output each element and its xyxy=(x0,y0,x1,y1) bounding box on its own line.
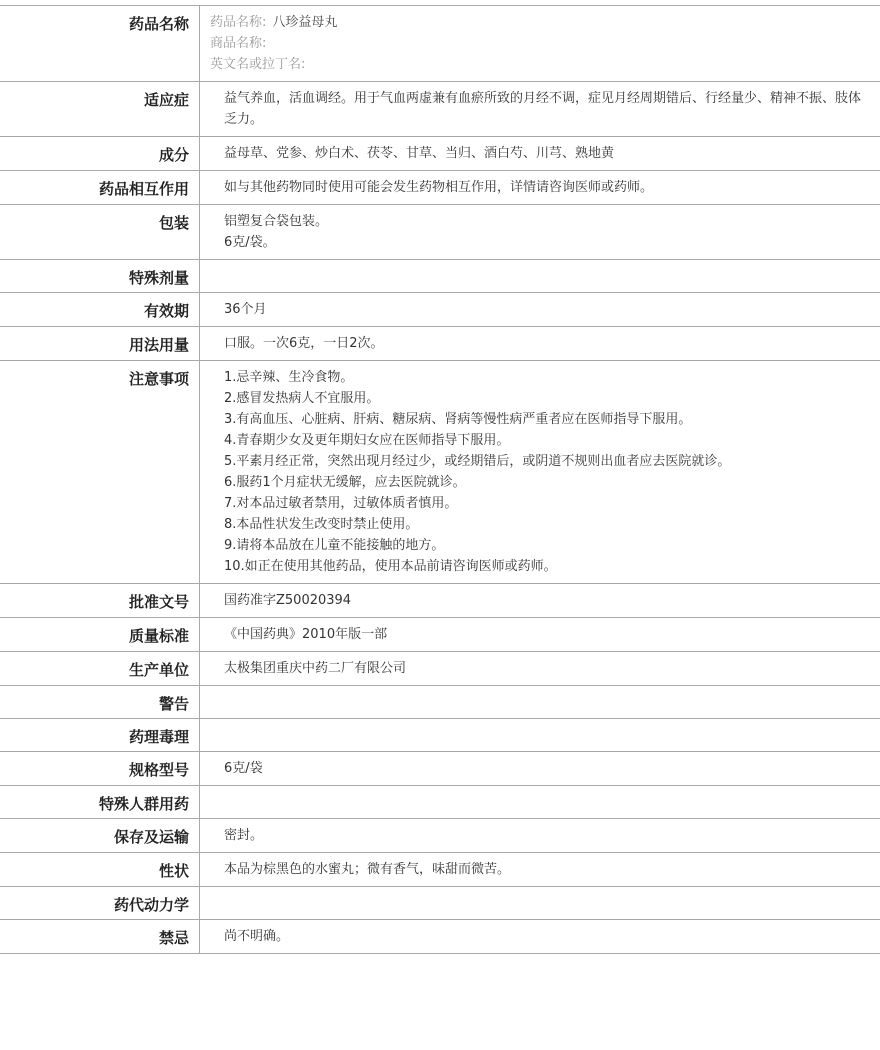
row-specification xyxy=(0,752,880,786)
value-indications: 益气养血，活血调经。用于气血两虚兼有血瘀所致的月经不调，症见月经周期错后、行经量少、精神不振、肢体乏力。 xyxy=(224,91,862,127)
label-interactions: 药品相互作用 xyxy=(0,171,200,205)
precaution-item: 7.对本品过敏者禁用，过敏体质者慎用。 xyxy=(224,496,458,511)
precaution-item: 5.平素月经正常，突然出现月经过少，或经期错后，或阴道不规则出血者应去医院就诊。 xyxy=(224,454,731,469)
drug-name-line xyxy=(210,12,870,33)
value-pharmacokinetics xyxy=(200,887,880,920)
row-quality-standard xyxy=(0,618,880,652)
value-contraindications: 尚不明确。 xyxy=(224,929,290,944)
precaution-item: 8.本品性状发生改变时禁止使用。 xyxy=(224,517,419,532)
value-special-dosage xyxy=(200,260,880,293)
label-pharmacology: 药理毒理 xyxy=(0,719,200,752)
value-drug-name xyxy=(200,6,880,82)
label-quality-standard: 质量标准 xyxy=(0,618,200,652)
label-storage: 保存及运输 xyxy=(0,819,200,853)
english-name-key: 英文名或拉丁名: xyxy=(210,57,306,72)
row-usage xyxy=(0,327,880,361)
label-packaging: 包装 xyxy=(0,205,200,260)
row-contraindications xyxy=(0,920,880,954)
label-special-dosage: 特殊剂量 xyxy=(0,260,200,293)
label-warning: 警告 xyxy=(0,686,200,719)
value-precautions xyxy=(200,361,880,584)
value-pharmacology xyxy=(200,719,880,752)
value-storage: 密封。 xyxy=(224,828,264,843)
precaution-item: 4.青春期少女及更年期妇女应在医师指导下服用。 xyxy=(224,433,510,448)
precaution-item: 1.忌辛辣、生冷食物。 xyxy=(224,370,354,385)
value-specification: 6克/袋 xyxy=(224,761,263,776)
label-special-population: 特殊人群用药 xyxy=(0,786,200,819)
precaution-item: 2.感冒发热病人不宜服用。 xyxy=(224,391,380,406)
row-special-population xyxy=(0,786,880,819)
label-specification: 规格型号 xyxy=(0,752,200,786)
row-description xyxy=(0,853,880,887)
label-indications: 适应症 xyxy=(0,82,200,137)
row-precautions xyxy=(0,361,880,584)
packaging-line: 6克/袋。 xyxy=(224,235,276,250)
drug-name-key: 药品名称: xyxy=(210,15,267,30)
label-ingredients: 成分 xyxy=(0,137,200,171)
value-description: 本品为棕黑色的水蜜丸；微有香气，味甜而微苦。 xyxy=(224,862,511,877)
value-approval-number: 国药准字Z50020394 xyxy=(224,593,352,608)
value-quality-standard: 《中国药典》2010年版一部 xyxy=(224,627,388,642)
value-ingredients: 益母草、党参、炒白术、茯苓、甘草、当归、酒白芍、川芎、熟地黄 xyxy=(224,146,615,161)
precaution-item: 6.服药1个月症状无缓解，应去医院就诊。 xyxy=(224,475,466,490)
row-pharmacokinetics xyxy=(0,887,880,920)
trade-name-key: 商品名称: xyxy=(210,36,267,51)
label-manufacturer: 生产单位 xyxy=(0,652,200,686)
row-approval-number xyxy=(0,584,880,618)
row-indications xyxy=(0,82,880,137)
value-shelf-life: 36个月 xyxy=(224,302,267,317)
row-storage xyxy=(0,819,880,853)
precaution-item: 3.有高血压、心脏病、肝病、糖尿病、肾病等慢性病严重者应在医师指导下服用。 xyxy=(224,412,692,427)
value-packaging xyxy=(200,205,880,260)
precaution-item: 10.如正在使用其他药品，使用本品前请咨询医师或药师。 xyxy=(224,559,557,574)
row-drug-name xyxy=(0,6,880,82)
drug-name-value: 八珍益母丸 xyxy=(272,15,338,30)
label-contraindications: 禁忌 xyxy=(0,920,200,954)
row-packaging xyxy=(0,205,880,260)
row-special-dosage xyxy=(0,260,880,293)
value-special-population xyxy=(200,786,880,819)
label-description: 性状 xyxy=(0,853,200,887)
value-usage: 口服。一次6克，一日2次。 xyxy=(224,336,384,351)
label-precautions: 注意事项 xyxy=(0,361,200,584)
packaging-line: 铝塑复合袋包装。 xyxy=(224,214,329,229)
label-pharmacokinetics: 药代动力学 xyxy=(0,887,200,920)
row-warning xyxy=(0,686,880,719)
label-approval-number: 批准文号 xyxy=(0,584,200,618)
drug-spec-table xyxy=(0,5,880,954)
row-manufacturer xyxy=(0,652,880,686)
value-interactions: 如与其他药物同时使用可能会发生药物相互作用，详情请咨询医师或药师。 xyxy=(224,180,654,195)
row-ingredients xyxy=(0,137,880,171)
precaution-item: 9.请将本品放在儿童不能接触的地方。 xyxy=(224,538,445,553)
label-drug-name: 药品名称 xyxy=(0,6,200,82)
row-interactions xyxy=(0,171,880,205)
label-usage: 用法用量 xyxy=(0,327,200,361)
value-manufacturer: 太极集团重庆中药二厂有限公司 xyxy=(224,661,407,676)
value-warning xyxy=(200,686,880,719)
row-pharmacology xyxy=(0,719,880,752)
row-shelf-life xyxy=(0,293,880,327)
label-shelf-life: 有效期 xyxy=(0,293,200,327)
